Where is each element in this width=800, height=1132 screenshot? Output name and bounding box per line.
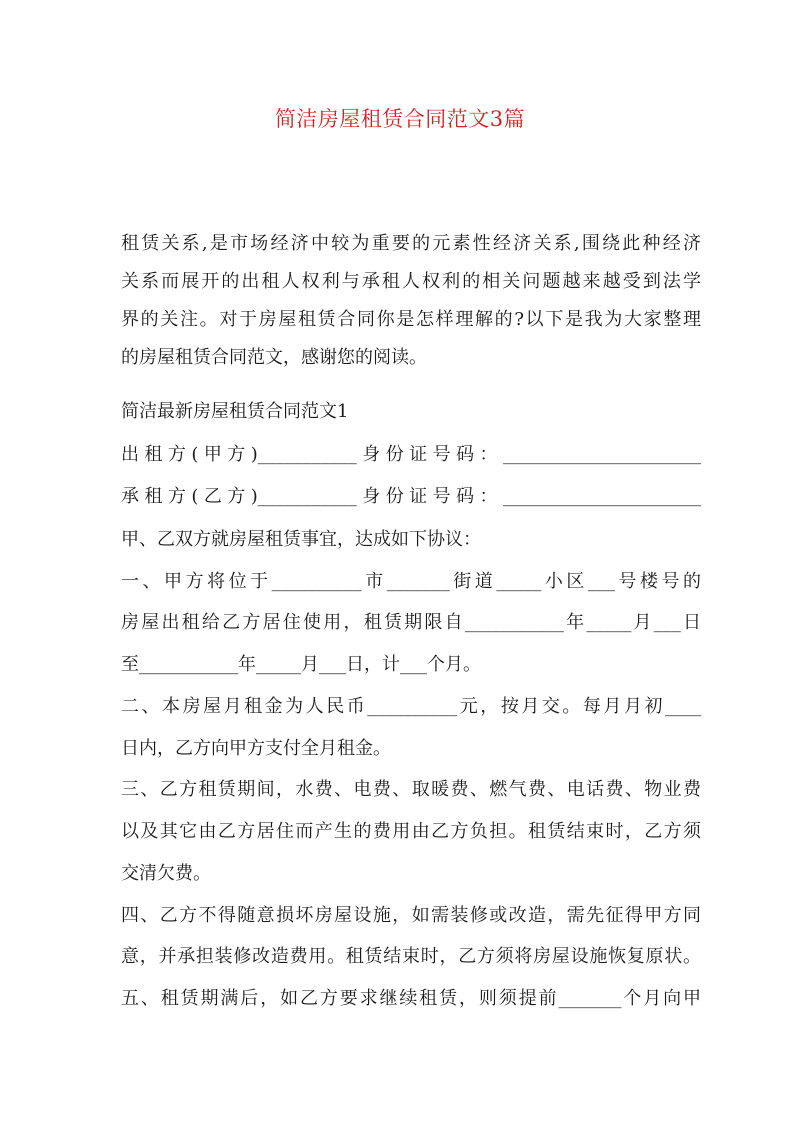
document-title: 简洁房屋租赁合同范文3篇	[274, 107, 526, 131]
clause-line: 房屋出租给乙方居住使用，租赁期限自___________年_____月___日	[121, 612, 701, 633]
clause-line: 日内，乙方向甲方支付全月租金。	[121, 738, 391, 759]
clause-line: 五、租赁期满后，如乙方要求继续租赁，则须提前_______个月向甲	[121, 988, 701, 1009]
clause-line: 四、乙方不得随意损坏房屋设施，如需装修或改造，需先征得甲方同	[121, 905, 701, 926]
clause-line: 三、乙方租赁期间，水费、电费、取暖费、燃气费、电话费、物业费	[121, 779, 701, 800]
paragraph-line: 的房屋租赁合同范文，感谢您的阅读。	[121, 347, 427, 368]
paragraph-line: 租赁关系,是市场经济中较为重要的元素性经济关系,围绕此种经济	[121, 233, 701, 254]
lessor-field-line: 出租方(甲方)___________身份证号码：______________________	[121, 444, 701, 465]
clause-line: 交清欠费。	[121, 863, 211, 884]
clause-line: 以及其它由乙方居住而产生的费用由乙方负担。租赁结束时，乙方须	[121, 821, 701, 842]
lessee-field-line: 承租方(乙方)___________身份证号码：______________________	[121, 486, 701, 507]
clause-line: 至___________年_____月___日，计___个月。	[121, 654, 481, 675]
clause-line: 二、本房屋月租金为人民币__________元，按月交。每月月初____	[121, 696, 701, 717]
paragraph-line: 关系而展开的出租人权利与承租人权利的相关问题越来越受到法学	[121, 271, 701, 292]
agreement-intro: 甲、乙双方就房屋租赁事宜，达成如下协议：	[121, 529, 481, 550]
section-heading: 简洁最新房屋租赁合同范文1	[121, 401, 349, 422]
clause-line: 一、甲方将位于__________市_______街道_____小区___号楼号的	[121, 571, 701, 592]
clause-line: 意，并承担装修改造费用。租赁结束时，乙方须将房屋设施恢复原状。	[121, 946, 701, 967]
paragraph-line: 界的关注。对于房屋租赁合同你是怎样理解的?以下是我为大家整理	[121, 309, 701, 330]
